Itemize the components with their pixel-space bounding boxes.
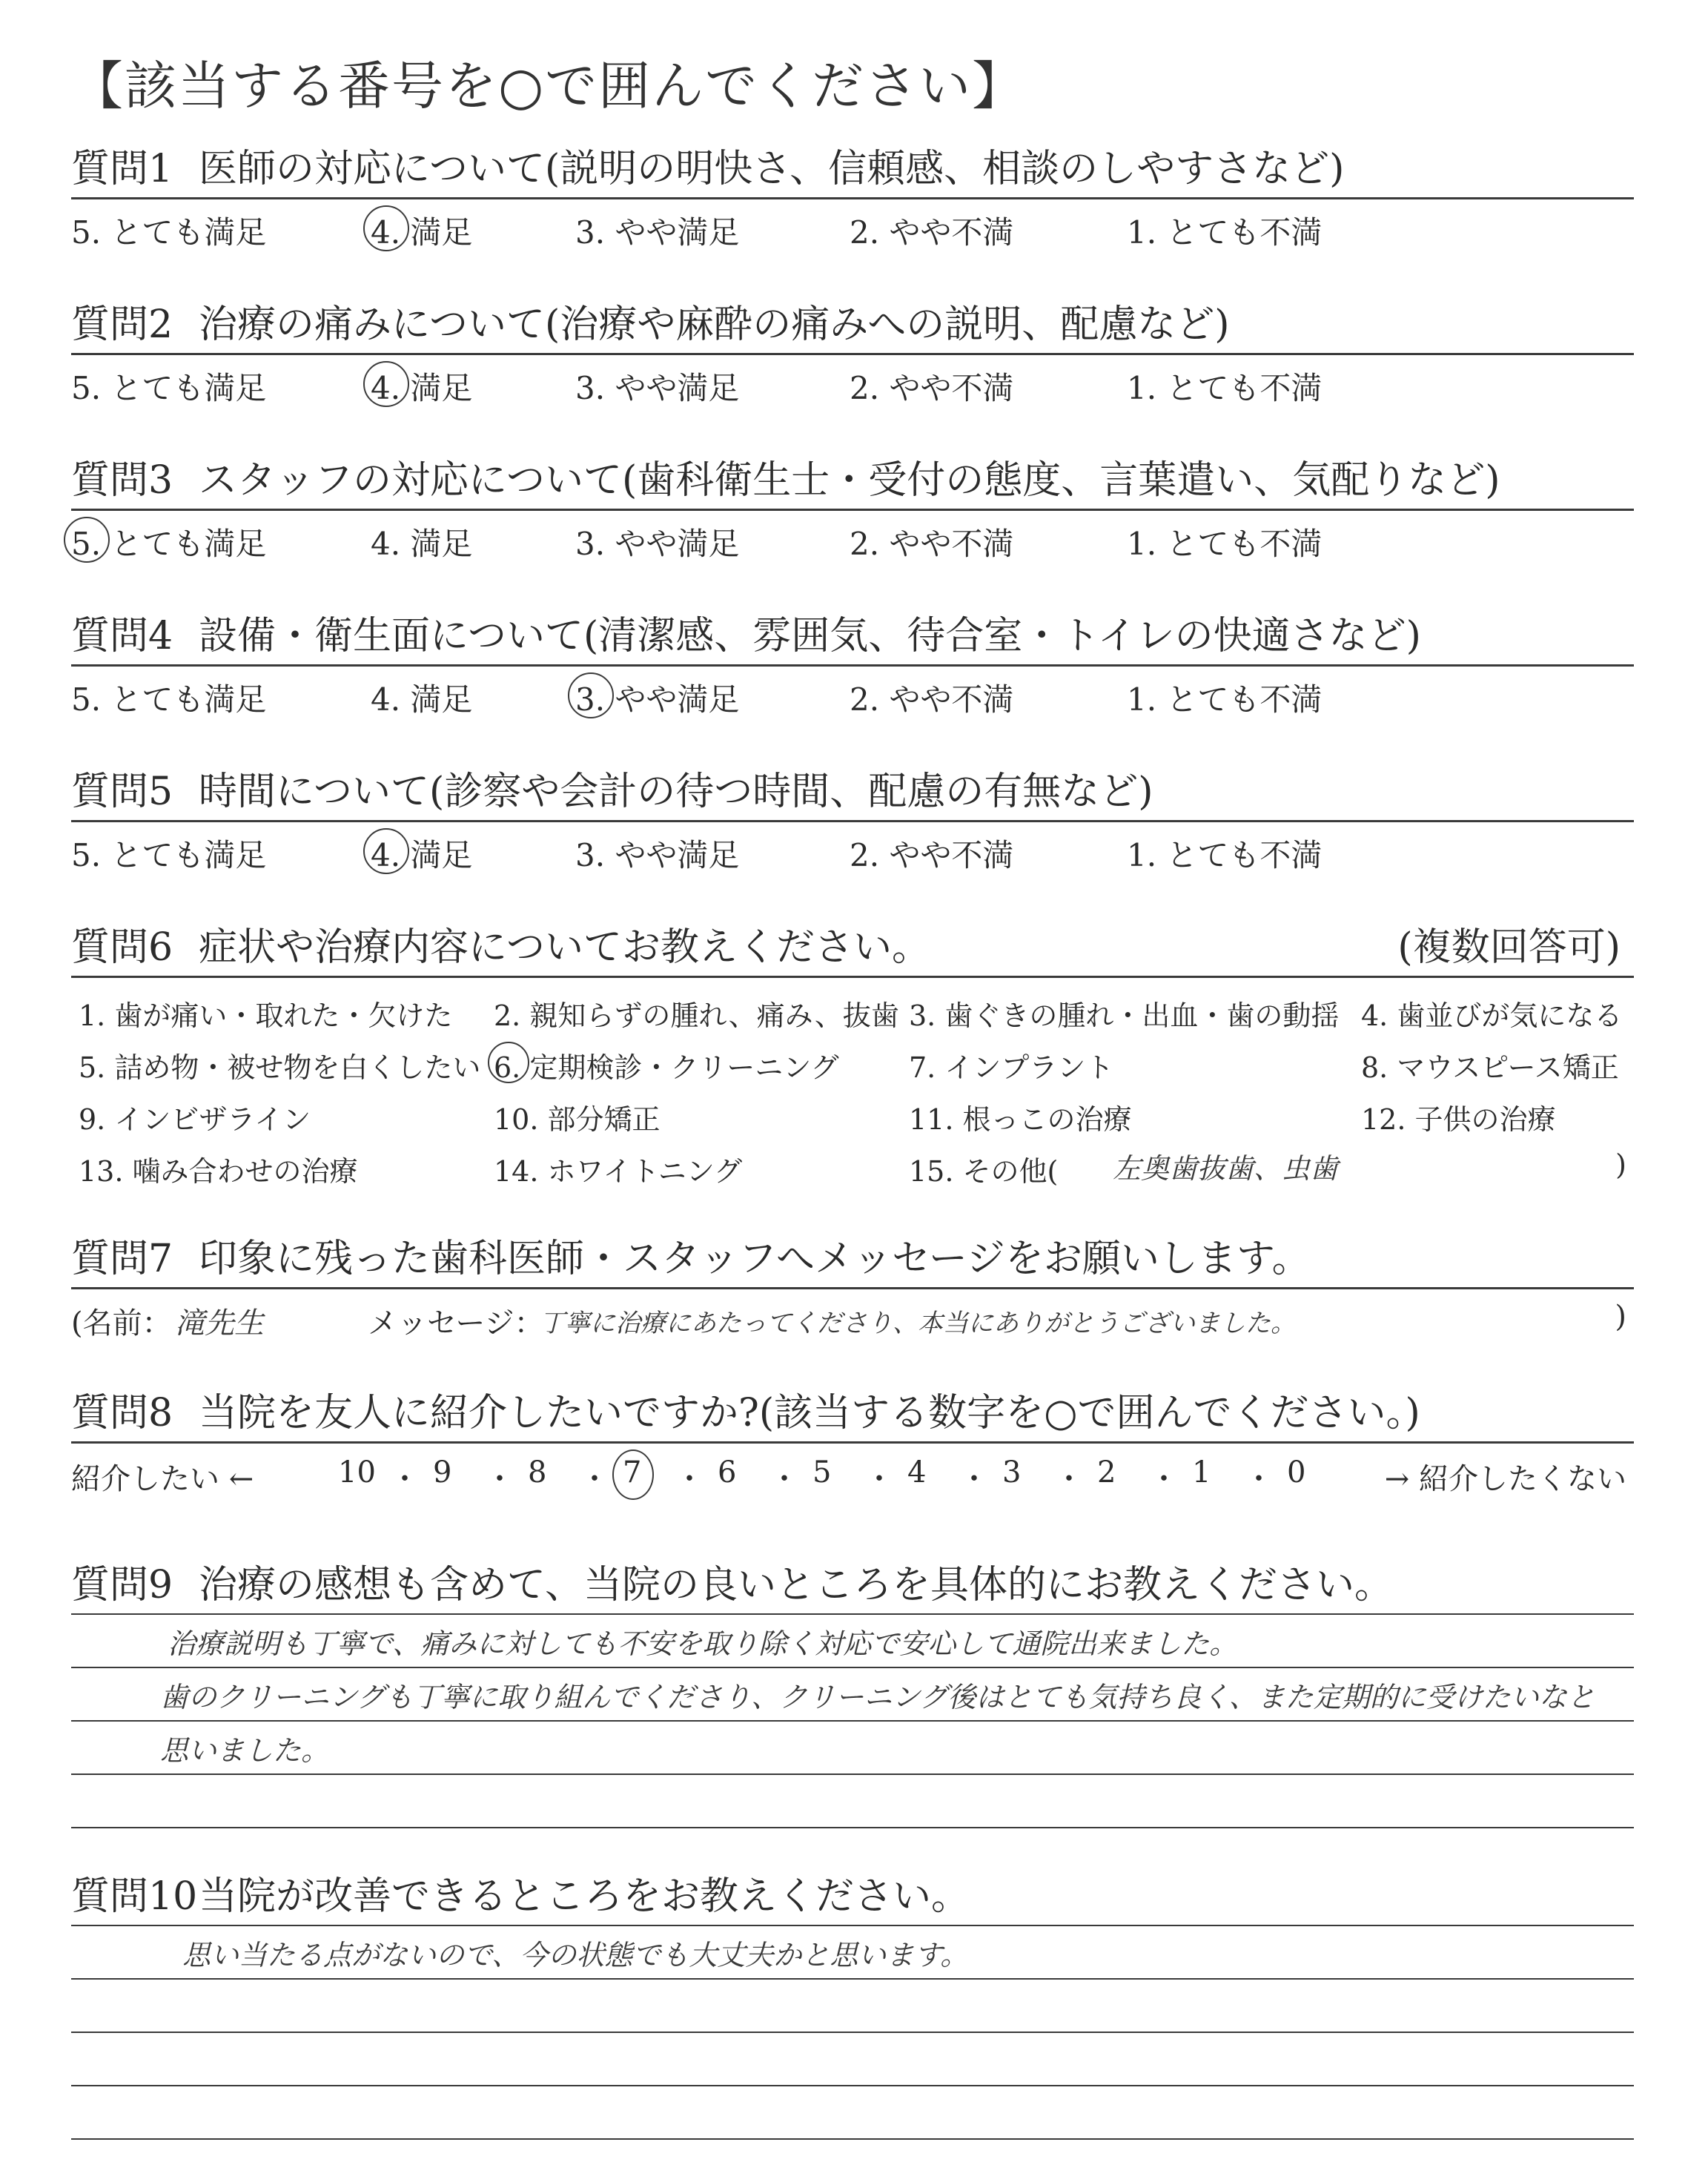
question-2: [71, 297, 1634, 409]
rating-option-3[interactable]: 3. やや満足: [575, 837, 740, 873]
question-4: [71, 608, 1634, 720]
question-title: [71, 452, 1634, 511]
question-title: [71, 1868, 1634, 1925]
symptom-option-12[interactable]: 12. 子供の治療: [1361, 1103, 1556, 1136]
question-title: [71, 141, 1634, 199]
scale-separator: ・: [1149, 1462, 1179, 1496]
question-title: [71, 1231, 1634, 1289]
rating-options: [71, 199, 1634, 253]
rating-option-2[interactable]: 2. やや不満: [850, 214, 1014, 251]
answer-rule-line: [71, 1827, 1634, 1828]
symptom-option-10[interactable]: 10. 部分矯正: [494, 1103, 661, 1136]
question-text: スタッフの対応について(歯科衛生士・受付の態度、言葉遣い、気配りなど): [199, 458, 1500, 503]
scale-separator: ・: [1244, 1462, 1274, 1496]
name-field[interactable]: 滝先生: [175, 1306, 264, 1340]
recommend-score-6[interactable]: 6: [718, 1455, 737, 1490]
rating-option-4[interactable]: 4. 満足: [371, 837, 473, 873]
question-text: 当院を友人に紹介したいですか?(該当する数字を○で囲んでください。): [199, 1391, 1420, 1435]
recommend-score-10[interactable]: 10: [338, 1455, 376, 1490]
close-paren: ): [1615, 1300, 1626, 1334]
answer-rule-line: [71, 1667, 1634, 1668]
question-9: [71, 1557, 1634, 1880]
rating-option-5[interactable]: 5. とても満足: [71, 837, 267, 873]
answer-area[interactable]: [71, 1613, 1634, 1880]
question-title: [71, 919, 1634, 978]
rating-option-3[interactable]: 3. やや満足: [575, 681, 740, 718]
rating-option-5[interactable]: 5. とても満足: [71, 526, 267, 562]
question-number: 質問10: [71, 1874, 198, 1919]
survey-header: 【該当する番号を○で囲んでください】: [71, 56, 1026, 116]
answer-rule-line: [71, 1978, 1634, 1980]
name-label: (名前：: [71, 1306, 172, 1340]
question-7: [71, 1231, 1634, 1346]
symptom-option-15[interactable]: 15. その他(: [909, 1155, 1059, 1188]
symptom-option-8[interactable]: 8. マウスピース矯正: [1361, 1051, 1619, 1084]
handwritten-answer-line: 思いました。: [160, 1734, 330, 1767]
question-text: 当院が改善できるところをお教えください。: [199, 1874, 970, 1919]
question-number: 質問8: [71, 1391, 173, 1435]
rating-option-1[interactable]: 1. とても不満: [1127, 526, 1323, 562]
rating-option-5[interactable]: 5. とても満足: [71, 370, 267, 406]
symptom-option-3[interactable]: 3. 歯ぐきの腫れ・出血・歯の動揺: [909, 999, 1340, 1032]
rating-option-1[interactable]: 1. とても不満: [1127, 370, 1323, 406]
rating-option-5[interactable]: 5. とても満足: [71, 214, 267, 251]
rating-option-4[interactable]: 4. 満足: [371, 526, 473, 562]
answer-rule-line: [71, 2085, 1634, 2086]
message-label: メッセージ：: [368, 1306, 544, 1340]
scale-separator: ・: [390, 1462, 420, 1496]
question-title: [71, 764, 1634, 822]
question-title: [71, 608, 1634, 667]
handwritten-answer-line: 思い当たる点がないので、今の状態でも大丈夫かと思います。: [182, 1939, 969, 1971]
symptom-option-2[interactable]: 2. 親知らずの腫れ、痛み、抜歯: [494, 999, 899, 1032]
scale-right-label: → 紹介したくない: [1384, 1462, 1626, 1496]
rating-option-2[interactable]: 2. やや不満: [850, 526, 1014, 562]
other-symptom-field[interactable]: 左奥歯抜歯、虫歯: [1113, 1152, 1339, 1185]
question-title: [71, 1385, 1634, 1444]
recommend-scale: [71, 1444, 1634, 1503]
recommend-score-5[interactable]: 5: [812, 1455, 832, 1490]
symptom-option-13[interactable]: 13. 噛み合わせの治療: [79, 1155, 358, 1188]
answer-rule-line: [71, 1720, 1634, 1722]
answer-rule-line: [71, 1925, 1634, 1926]
symptom-option-9[interactable]: 9. インビザライン: [79, 1103, 311, 1136]
symptom-option-5[interactable]: 5. 詰め物・被せ物を白くしたい: [79, 1051, 481, 1084]
scale-separator: ・: [1054, 1462, 1084, 1496]
message-field[interactable]: 丁寧に治療にあたってくださり、本当にありがとうございました。: [540, 1309, 1296, 1338]
symptom-option-11[interactable]: 11. 根っこの治療: [909, 1103, 1132, 1136]
recommend-score-9[interactable]: 9: [433, 1455, 452, 1490]
rating-option-4[interactable]: 4. 満足: [371, 214, 473, 251]
symptom-option-4[interactable]: 4. 歯並びが気になる: [1361, 999, 1623, 1032]
question-number: 質問2: [71, 303, 173, 347]
message-row: [71, 1289, 1634, 1346]
symptom-options: [71, 978, 1634, 1193]
rating-option-5[interactable]: 5. とても満足: [71, 681, 267, 718]
recommend-score-2[interactable]: 2: [1097, 1455, 1116, 1490]
question-title: [71, 297, 1634, 355]
rating-option-2[interactable]: 2. やや不満: [850, 681, 1014, 718]
recommend-score-0[interactable]: 0: [1287, 1455, 1306, 1490]
recommend-score-1[interactable]: 1: [1192, 1455, 1211, 1490]
answer-rule-line: [71, 2138, 1634, 2140]
rating-options: [71, 822, 1634, 876]
answer-rule-line: [71, 2032, 1634, 2033]
recommend-score-7[interactable]: 7: [623, 1455, 642, 1490]
scale-separator: ・: [580, 1462, 609, 1496]
close-paren: ): [1615, 1148, 1626, 1181]
question-text: 治療の感想も含めて、当院の良いところを具体的にお教えください。: [199, 1563, 1393, 1607]
question-text: 時間について(診察や会計の待つ時間、配慮の有無など): [199, 770, 1153, 814]
question-8: [71, 1385, 1634, 1503]
question-5: [71, 764, 1634, 876]
recommend-score-4[interactable]: 4: [907, 1455, 927, 1490]
question-number: 質問9: [71, 1563, 173, 1607]
question-number: 質問3: [71, 458, 173, 503]
symptom-option-1[interactable]: 1. 歯が痛い・取れた・欠けた: [79, 999, 453, 1032]
rating-option-3[interactable]: 3. やや満足: [575, 214, 740, 251]
question-number: 質問4: [71, 614, 173, 658]
question-number: 質問1: [71, 147, 173, 191]
question-title: [71, 1557, 1634, 1613]
multiple-answer-note: (複数回答可): [1397, 925, 1621, 970]
rating-option-1[interactable]: 1. とても不満: [1127, 837, 1323, 873]
scale-separator: ・: [769, 1462, 799, 1496]
question-text: 印象に残った歯科医師・スタッフへメッセージをお願いします。: [199, 1237, 1311, 1281]
rating-option-2[interactable]: 2. やや不満: [850, 370, 1014, 406]
rating-option-2[interactable]: 2. やや不満: [850, 837, 1014, 873]
scale-separator: ・: [864, 1462, 894, 1496]
question-3: [71, 452, 1634, 564]
rating-option-3[interactable]: 3. やや満足: [575, 370, 740, 406]
rating-options: [71, 511, 1634, 564]
rating-options: [71, 667, 1634, 720]
answer-rule-line: [71, 1773, 1634, 1775]
question-text: 医師の対応について(説明の明快さ、信頼感、相談のしやすさなど): [199, 147, 1345, 191]
handwritten-answer-line: 治療説明も丁寧で、痛みに対しても不安を取り除く対応で安心して通院出来ました。: [168, 1627, 1238, 1660]
question-1: [71, 141, 1634, 253]
recommend-score-3[interactable]: 3: [1002, 1455, 1022, 1490]
question-text: 設備・衛生面について(清潔感、雰囲気、待合室・トイレの快適さなど): [199, 614, 1421, 658]
question-10: [71, 1868, 1634, 2162]
answer-rule-line: [71, 1613, 1634, 1615]
question-6: [71, 919, 1634, 1193]
symptom-option-6[interactable]: 6. 定期検診・クリーニング: [494, 1051, 839, 1084]
answer-area[interactable]: [71, 1925, 1634, 2162]
symptom-option-7[interactable]: 7. インプラント: [909, 1051, 1114, 1084]
scale-separator: ・: [485, 1462, 514, 1496]
scale-separator: ・: [675, 1462, 704, 1496]
scale-left-label: 紹介したい ←: [71, 1462, 254, 1496]
symptom-option-14[interactable]: 14. ホワイトニング: [494, 1155, 743, 1188]
rating-option-4[interactable]: 4. 満足: [371, 370, 473, 406]
rating-options: [71, 355, 1634, 409]
question-text: 症状や治療内容についてお教えください。: [199, 925, 930, 970]
rating-option-4[interactable]: 4. 満足: [371, 681, 473, 718]
rating-option-1[interactable]: 1. とても不満: [1127, 681, 1323, 718]
rating-option-3[interactable]: 3. やや満足: [575, 526, 740, 562]
rating-option-1[interactable]: 1. とても不満: [1127, 214, 1323, 251]
recommend-score-8[interactable]: 8: [528, 1455, 547, 1490]
handwritten-answer-line: 歯のクリーニングも丁寧に取り組んでくださり、クリーニング後はとても気持ち良く、また定期的に受けたいなと: [160, 1681, 1595, 1713]
question-number: 質問6: [71, 925, 173, 970]
question-number: 質問5: [71, 770, 173, 814]
question-number: 質問7: [71, 1237, 173, 1281]
scale-separator: ・: [959, 1462, 989, 1496]
question-text: 治療の痛みについて(治療や麻酔の痛みへの説明、配慮など): [199, 303, 1230, 347]
